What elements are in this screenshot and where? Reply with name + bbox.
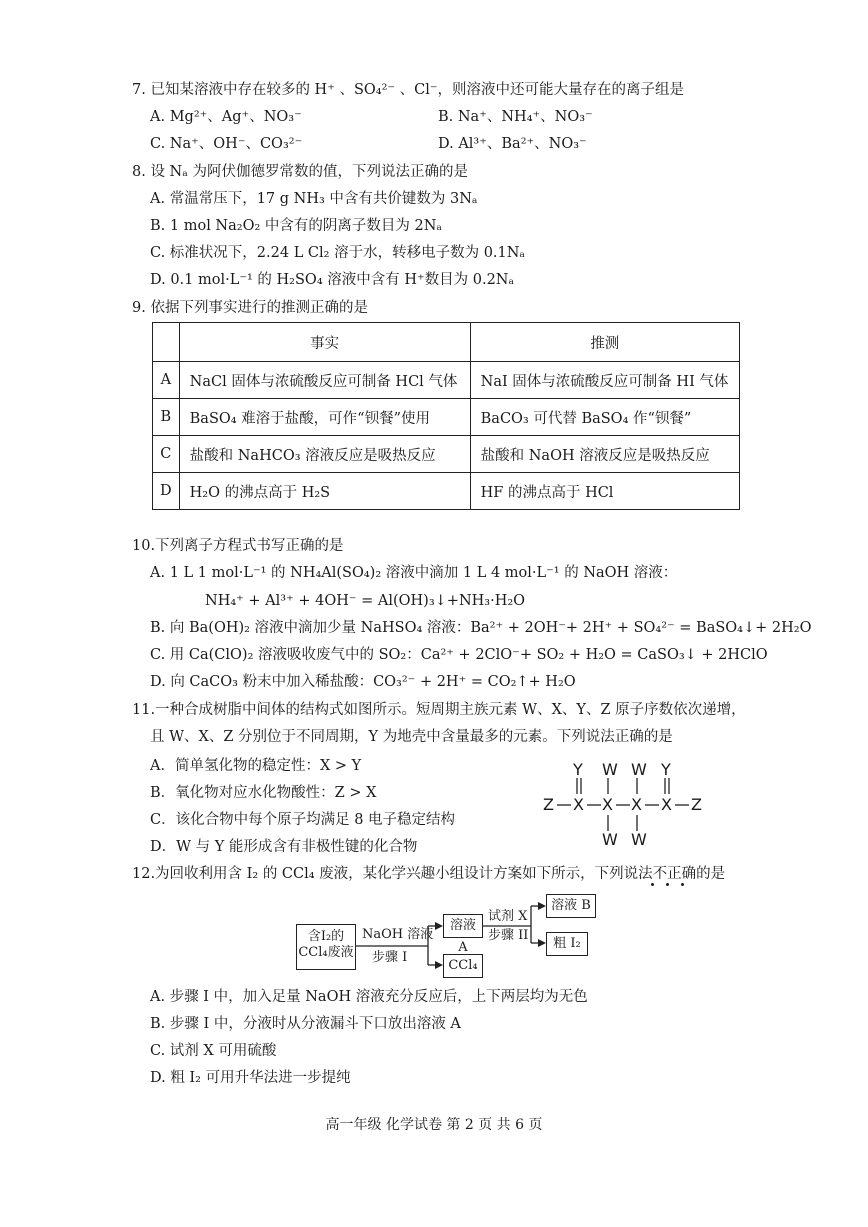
waste-liquid-line2: CCl₄废液 <box>298 945 354 960</box>
row-label: D <box>153 473 180 510</box>
row-fact: H₂O 的沸点高于 H₂S <box>179 473 470 510</box>
q12-option-c: C. 试剂 X 可用硫酸 <box>150 1043 277 1059</box>
row-guess: BaCO₃ 可代替 BaSO₄ 作“钡餐” <box>470 399 739 436</box>
q10-option-a-equation: NH₄⁺ + Al³⁺ + 4OH⁻ = Al(OH)₃↓+NH₃·H₂O <box>205 593 526 609</box>
q7-stem: 7. 已知某溶液中存在较多的 H⁺ 、SO₄²⁻ 、Cl⁻，则溶液中还可能大量存在的离子组是 <box>132 82 685 98</box>
row-guess: NaI 固体与浓硫酸反应可制备 HI 气体 <box>470 362 739 399</box>
atom-w: W <box>602 760 618 779</box>
row-fact: 盐酸和 NaHCO₃ 溶液反应是吸热反应 <box>179 436 470 473</box>
atom-x: X <box>631 795 642 814</box>
q10-option-b: B. 向 Ba(OH)₂ 溶液中滴加少量 NaHSO₄ 溶液：Ba²⁺ + 2OH⁻+ 2H⁺ + SO₄²⁻ = BaSO₄↓+ 2H₂O <box>150 620 812 636</box>
row-fact: BaSO₄ 难溶于盐酸，可作“钡餐”使用 <box>179 399 470 436</box>
q12-option-a: A. 步骤 I 中，加入足量 NaOH 溶液充分反应后，上下两层均为无色 <box>150 989 588 1005</box>
q10-option-a: A. 1 L 1 mol·L⁻¹ 的 NH₄Al(SO₄)₂ 溶液中滴加 1 L 4 mol·L⁻¹ 的 NaOH 溶液： <box>150 565 678 581</box>
emphasis-dot <box>651 883 654 886</box>
q11-option-d: D．W 与 Y 能形成含有非极性键的化合物 <box>150 839 418 855</box>
header-fact: 事实 <box>179 323 470 362</box>
step1-reagent: NaOH 溶液 <box>362 927 434 942</box>
q7-option-b: B. Na⁺、NH₄⁺、NO₃⁻ <box>438 109 593 125</box>
row-label: C <box>153 436 180 473</box>
q8-stem: 8. 设 Nₐ 为阿伏伽德罗常数的值，下列说法正确的是 <box>132 164 468 180</box>
row-guess: HF 的沸点高于 HCl <box>470 473 739 510</box>
atom-x: X <box>573 795 584 814</box>
crude-iodine-box: 粗 I₂ <box>546 932 588 956</box>
step1-label: 步骤 I <box>372 950 408 965</box>
row-label: A <box>153 362 180 399</box>
row-label: B <box>153 399 180 436</box>
q8-option-a: A. 常温常压下，17 g NH₃ 中含有共价键数为 3Nₐ <box>150 191 478 207</box>
q9-stem: 9. 依据下列事实进行的推测正确的是 <box>132 300 368 316</box>
q10-stem: 10.下列离子方程式书写正确的是 <box>132 538 344 554</box>
atom-z: Z <box>543 795 554 814</box>
q11-stem-line2: 且 W、X、Z 分别位于不同周期，Y 为地壳中含量最多的元素。下列说法正确的是 <box>150 729 673 745</box>
structure-formula <box>540 762 710 848</box>
table-row <box>153 436 740 473</box>
atom-z: Z <box>691 795 702 814</box>
q12-option-b: B. 步骤 I 中，分液时从分液漏斗下口放出溶液 A <box>150 1016 461 1032</box>
q8-option-c: C. 标准状况下，2.24 L Cl₂ 溶于水，转移电子数为 0.1Nₐ <box>150 245 526 261</box>
q11-option-c: C．该化合物中每个原子均满足 8 电子稳定结构 <box>150 812 456 828</box>
page-footer: 高一年级 化学试卷 第 2 页 共 6 页 <box>325 1117 543 1133</box>
table-header-row <box>153 323 740 362</box>
table-row <box>153 473 740 510</box>
atom-w: W <box>602 830 618 849</box>
q9-table <box>152 322 740 510</box>
step2-label: 步骤 II <box>488 928 529 943</box>
atom-x: X <box>661 795 672 814</box>
q10-option-d: D. 向 CaCO₃ 粉末中加入稀盐酸：CO₃²⁻ + 2H⁺ = CO₂↑+ H₂O <box>150 674 576 690</box>
q12-option-d: D. 粗 I₂ 可用升华法进一步提纯 <box>150 1070 351 1086</box>
q8-option-d: D. 0.1 mol·L⁻¹ 的 H₂SO₄ 溶液中含有 H⁺数目为 0.2Nₐ <box>150 272 515 288</box>
q11-stem-line1: 11.一种合成树脂中间体的结构式如图所示。短周期主族元素 W、X、Y、Z 原子序数依次递增， <box>132 702 746 718</box>
q11-option-b: B．氧化物对应水化物酸性：Z > X <box>150 785 377 801</box>
atom-x: X <box>602 795 613 814</box>
q10-option-c: C. 用 Ca(ClO)₂ 溶液吸收废气中的 SO₂：Ca²⁺ + 2ClO⁻+ SO₂ + H₂O = CaSO₃↓ + 2HClO <box>150 647 768 663</box>
ccl4-box: CCl₄ <box>443 954 483 978</box>
atom-y: Y <box>573 760 583 779</box>
atom-w: W <box>631 760 647 779</box>
waste-liquid-line1: 含I₂的 <box>307 929 345 944</box>
atom-w: W <box>631 830 647 849</box>
step2-reagent: 试剂 X <box>488 909 528 924</box>
table-row <box>153 399 740 436</box>
emphasis-dot <box>666 883 669 886</box>
row-fact: NaCl 固体与浓硫酸反应可制备 HCl 气体 <box>179 362 470 399</box>
q7-option-d: D. Al³⁺、Ba²⁺、NO₃⁻ <box>438 136 587 152</box>
row-guess: 盐酸和 NaOH 溶液反应是吸热反应 <box>470 436 739 473</box>
q11-option-a: A．简单氢化物的稳定性：X > Y <box>150 758 362 774</box>
solution-a-box: 溶液 A <box>443 914 483 938</box>
q12-stem: 12.为回收利用含 I₂ 的 CCl₄ 废液，某化学兴趣小组设计方案如下所示，下列说法不正确的是 <box>132 866 726 882</box>
q8-option-b: B. 1 mol Na₂O₂ 中含有的阴离子数目为 2Nₐ <box>150 218 443 234</box>
header-guess: 推测 <box>470 323 739 362</box>
header-blank <box>153 323 180 362</box>
q7-option-c: C. Na⁺、OH⁻、CO₃²⁻ <box>150 136 303 152</box>
solution-b-box: 溶液 B <box>546 894 596 918</box>
structure-bonds <box>540 762 710 848</box>
waste-liquid-box <box>296 924 356 970</box>
atom-y: Y <box>661 760 671 779</box>
q7-option-a: A. Mg²⁺、Ag⁺、NO₃⁻ <box>150 109 302 125</box>
emphasis-dot <box>681 883 684 886</box>
table-row <box>153 362 740 399</box>
